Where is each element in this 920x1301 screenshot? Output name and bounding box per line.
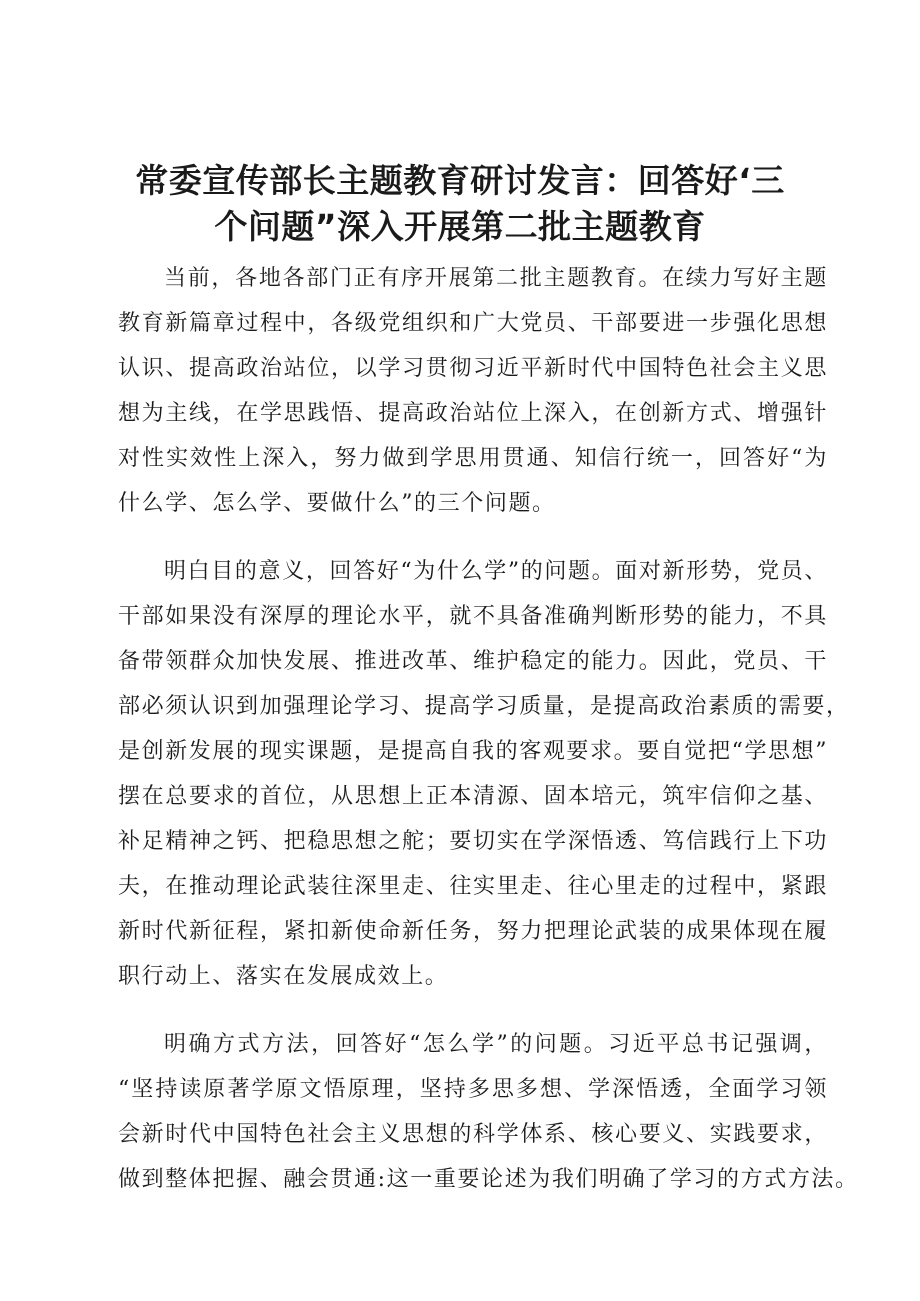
text-line: 部必须认识到加强理论学习、提高学习质量，是提高政治素质的需要， [118, 694, 850, 719]
title-line: 个问题”深入开展第二批主题教育 [214, 207, 706, 246]
text-line: 是创新发展的现实课题，是提高自我的客观要求。要自觉把“学思想” [118, 739, 829, 764]
text-line: 职行动上、落实在发展成效上。 [118, 964, 449, 989]
text-line: 当前，各地各部门正有序开展第二批主题教育。在续力写好主题 [164, 266, 828, 291]
paragraph-intro [118, 256, 828, 526]
text-line: 做到整体把握、融会贯通:这一重要论述为我们明确了学习的方式方法。 [118, 1167, 859, 1192]
text-line: 夫，在推动理论武装往深里走、往实里走、往心里走的过程中，紧跟 [118, 874, 828, 899]
title-line: 常委宣传部长主题教育研讨发言：回答好‘三 [135, 161, 785, 200]
text-line: 教育新篇章过程中，各级党组织和广大党员、干部要进一步强化思想 [118, 311, 828, 336]
text-line: 想为主线，在学思践悟、提高政治站位上深入，在创新方式、增强针 [118, 401, 828, 426]
text-line: 明确方式方法，回答好“怎么学”的问题。习近平总书记强调， [164, 1032, 828, 1057]
paragraph-how-learn [118, 1022, 859, 1202]
text-line: 会新时代中国特色社会主义思想的科学体系、核心要义、实践要求， [118, 1122, 828, 1147]
text-line: 摆在总要求的首位，从思想上正本清源、固本培元，筑牢信仰之基、 [118, 784, 828, 809]
text-line: 新时代新征程，紧扣新使命新任务，努力把理论武装的成果体现在履 [118, 919, 828, 944]
text-line: 什么学、怎么学、要做什么”的三个问题。 [118, 491, 556, 516]
text-line: 干部如果没有深厚的理论水平，就不具备准确判断形势的能力，不具 [118, 604, 828, 629]
text-line: 备带领群众加快发展、推进改革、维护稳定的能力。因此，党员、干 [118, 649, 828, 674]
text-line: 对性实效性上深入，努力做到学思用贯通、知信行统一，回答好“为 [118, 446, 828, 471]
document-title [100, 158, 820, 250]
text-line: “坚持读原著学原文悟原理，坚持多思多想、学深悟透，全面学习领 [118, 1077, 828, 1102]
text-line: 补足精神之钙、把稳思想之舵；要切实在学深悟透、笃信践行上下功 [118, 829, 828, 854]
document-body [118, 256, 859, 1202]
text-line: 明白目的意义，回答好“为什么学”的问题。面对新形势，党员、 [164, 559, 828, 584]
paragraph-why-learn [118, 549, 850, 999]
text-line: 认识、提高政治站位，以学习贯彻习近平新时代中国特色社会主义思 [118, 356, 828, 381]
